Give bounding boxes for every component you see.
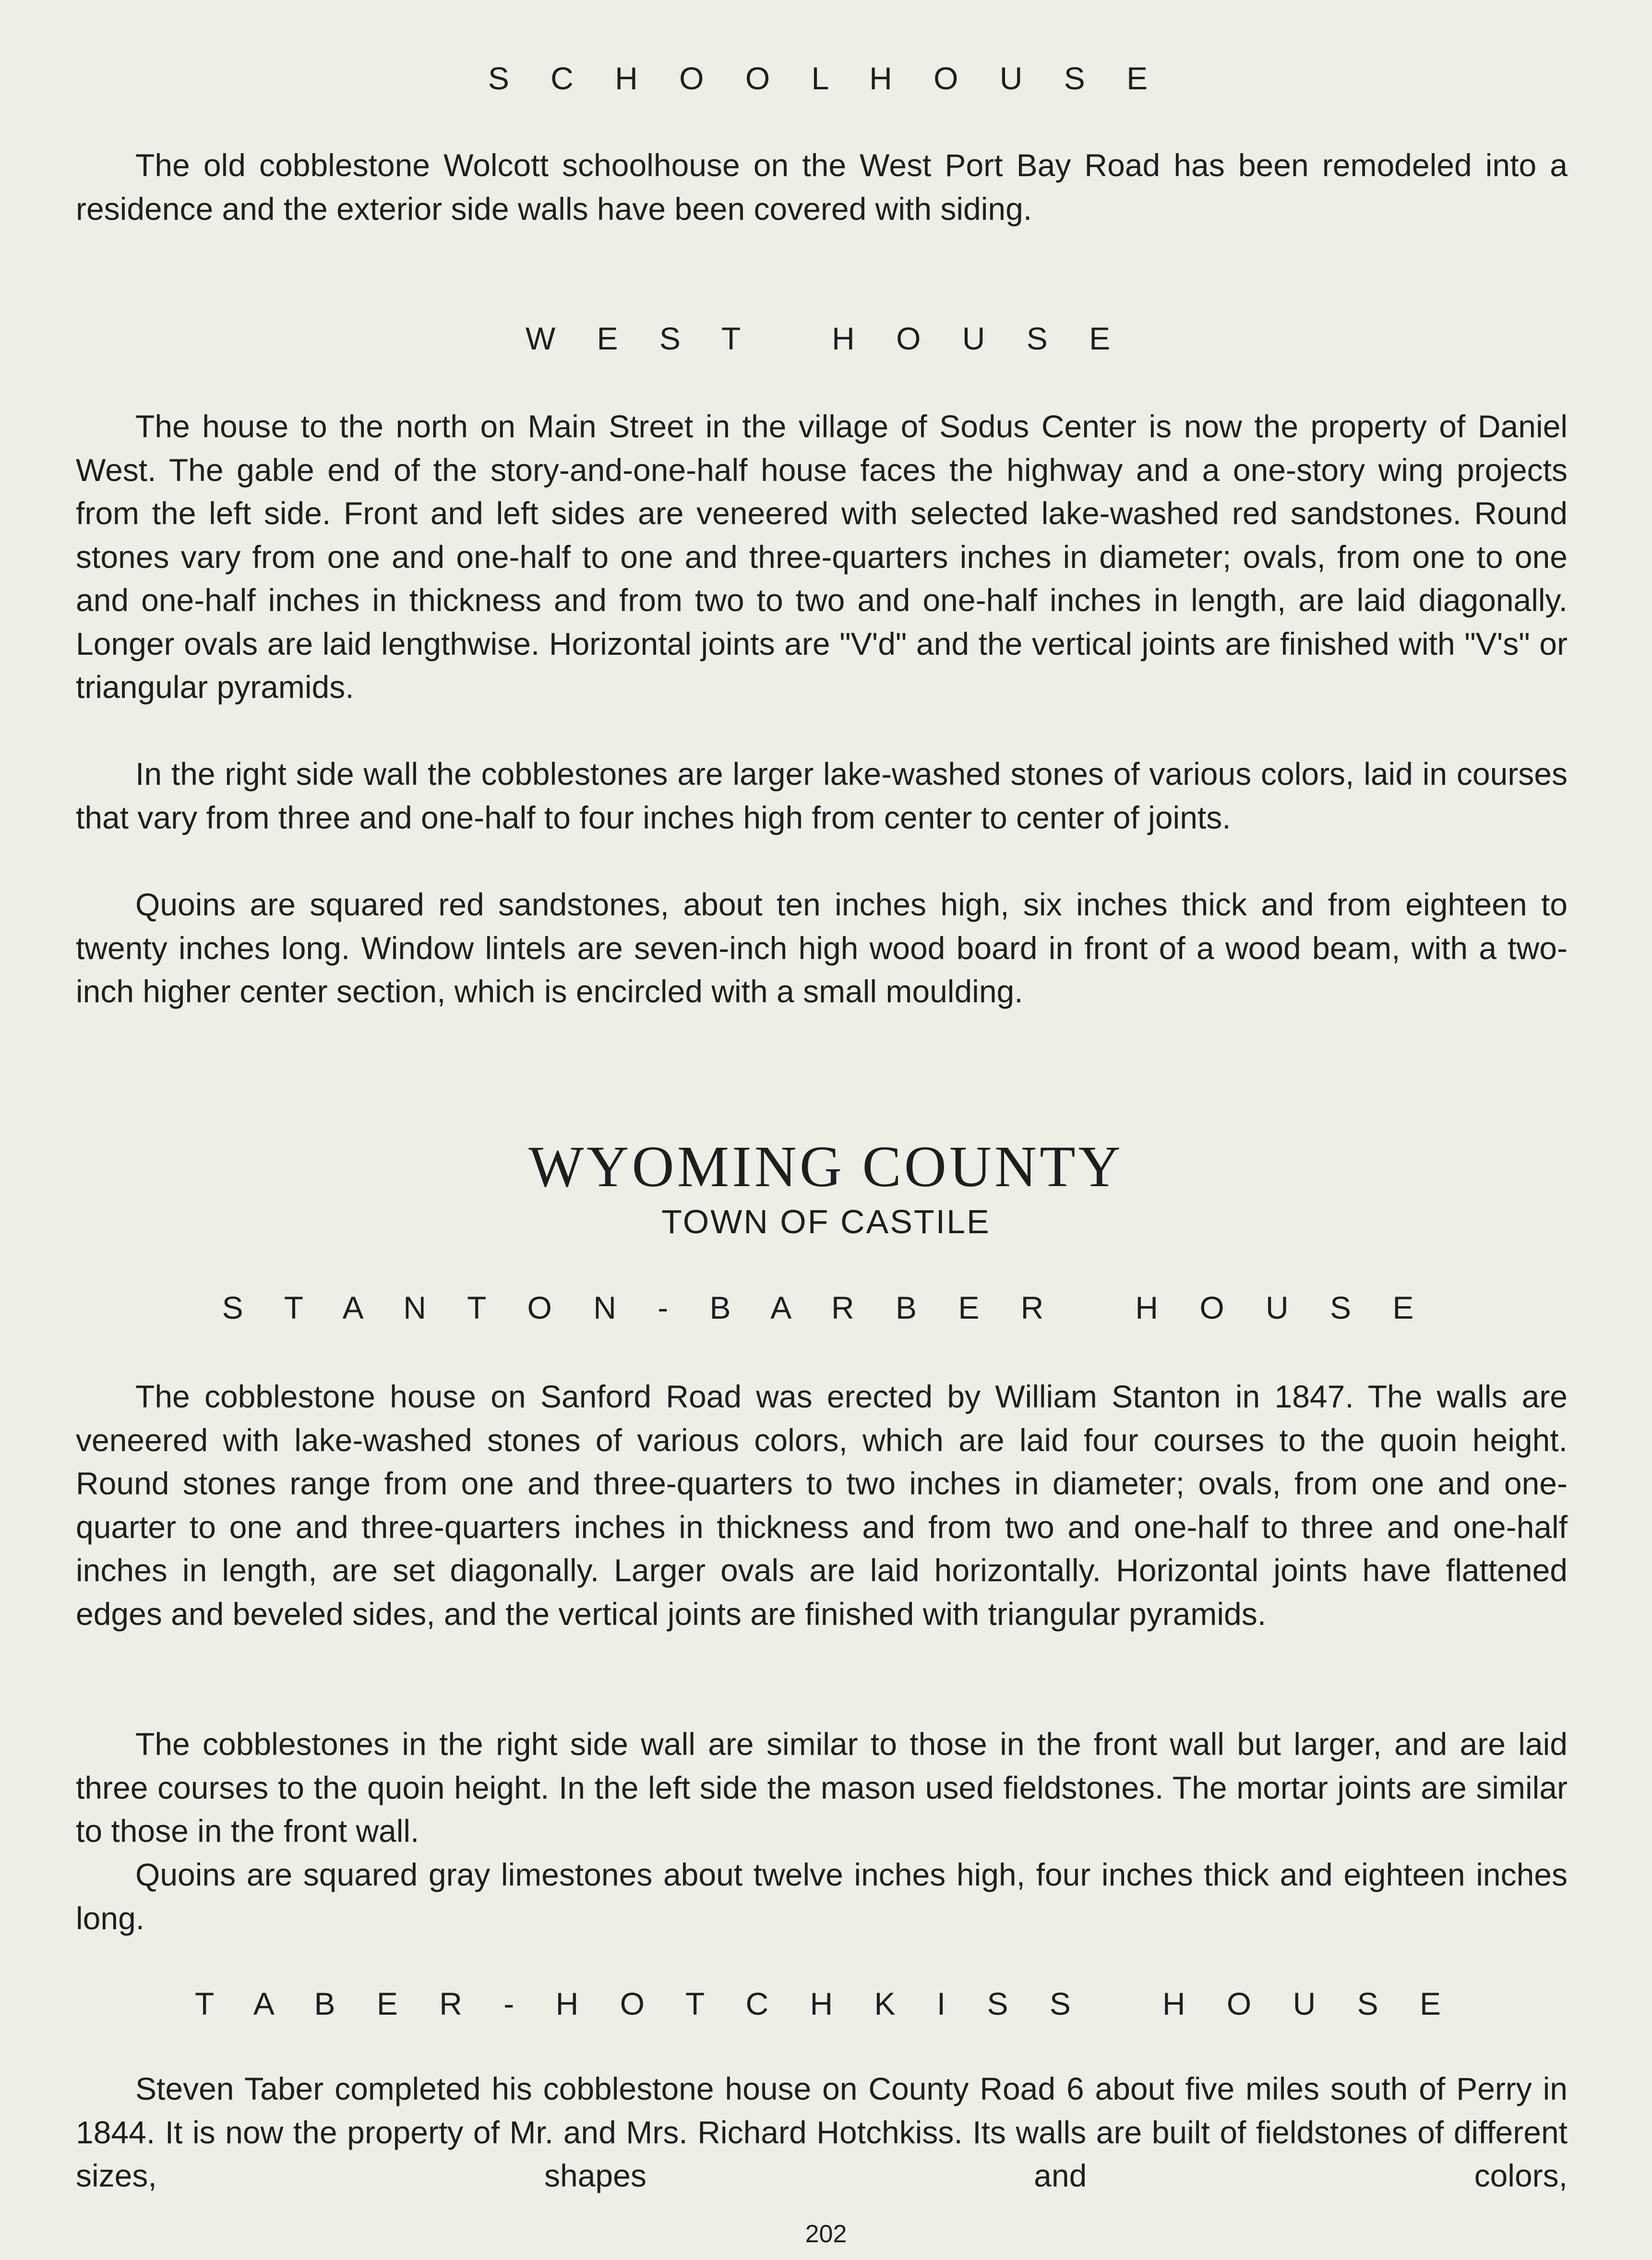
town-subtitle: TOWN OF CASTILE [661,1203,991,1240]
section-heading-schoolhouse: S C H O O L H O U S E [488,60,1164,96]
paragraph-stanton-barber-1: The cobblestone house on Sanford Road was erected by William Stanton in 1847. The walls are veneered with lake-washed stones of various colors, which are laid four courses to the quoin height. Round stones range from one and three-quarters to two inches in diameter; ovals, from one and one-quarter to one and three-quarters inches in thickness and from two and one-half to three and one-half inches in length, are set diagonally. Larger ovals are laid horizontally. Horizontal joints have flattened edges and beveled sides, and the vertical joints are finished with triangular pyramids. [76,1379,1568,1632]
paragraph-west-house-2: In the right side wall the cobblestones are larger lake-washed stones of various colors, laid in courses that vary from three and one-half to four inches high from center to center of joints. [76,756,1568,835]
county-title: WYOMING COUNTY [528,1134,1124,1199]
section-heading-taber-hotchkiss-house: T A B E R - H O T C H K I S S H O U S E [195,1986,1457,2021]
paragraph-west-house-1: The house to the north on Main Street in the village of Sodus Center is now the property of Daniel West. The gable end of the story-and-one-half house faces the highway and a one-story wing projects from the left side. Front and left sides are veneered with selected lake-washed red sandstones. Round stones vary from one and one-half to one and three-quarters inches in diameter; ovals, from one to one and one-half inches in thickness and from two to two and one-half inches in length, are laid diagonally. Longer ovals are laid lengthwise. Horizontal joints are "V'd" and the vertical joints are finished with "V's" or triangular pyramids. [76,409,1568,705]
paragraph-stanton-barber-2: The cobblestones in the right side wall are similar to those in the front wall but larger, and are laid three courses to the quoin height. In the left side the mason used fieldstones. The mortar joints are similar to those in the front wall. [76,1726,1568,1849]
paragraph-stanton-barber-3: Quoins are squared gray limestones about twelve inches high, four inches thick and eighteen inches long. [76,1857,1568,1936]
paragraph-west-house-3: Quoins are squared red sandstones, about ten inches high, six inches thick and from eighteen to twenty inches long. Window lintels are seven-inch high wood board in front of a wood beam, with a two-inch higher center section, which is encircled with a small moulding. [76,887,1568,1009]
section-heading-west-house: W E S T H O U S E [525,321,1127,356]
paragraph-taber-hotchkiss-1: Steven Taber completed his cobblestone house on County Road 6 about five miles south of Perry in 1844. It is now the property of Mr. and Mrs. Richard Hotchkiss. Its walls are built of fieldstones of different sizes, shapes and colors, [76,2071,1568,2193]
section-heading-stanton-barber-house: S T A N T O N - B A R B E R H O U S E [222,1290,1430,1325]
paragraph-schoolhouse-1: The old cobblestone Wolcott schoolhouse on the West Port Bay Road has been remodeled into a residence and the exterior side walls have been covered with siding. [76,147,1568,227]
page-number: 202 [805,2220,847,2248]
